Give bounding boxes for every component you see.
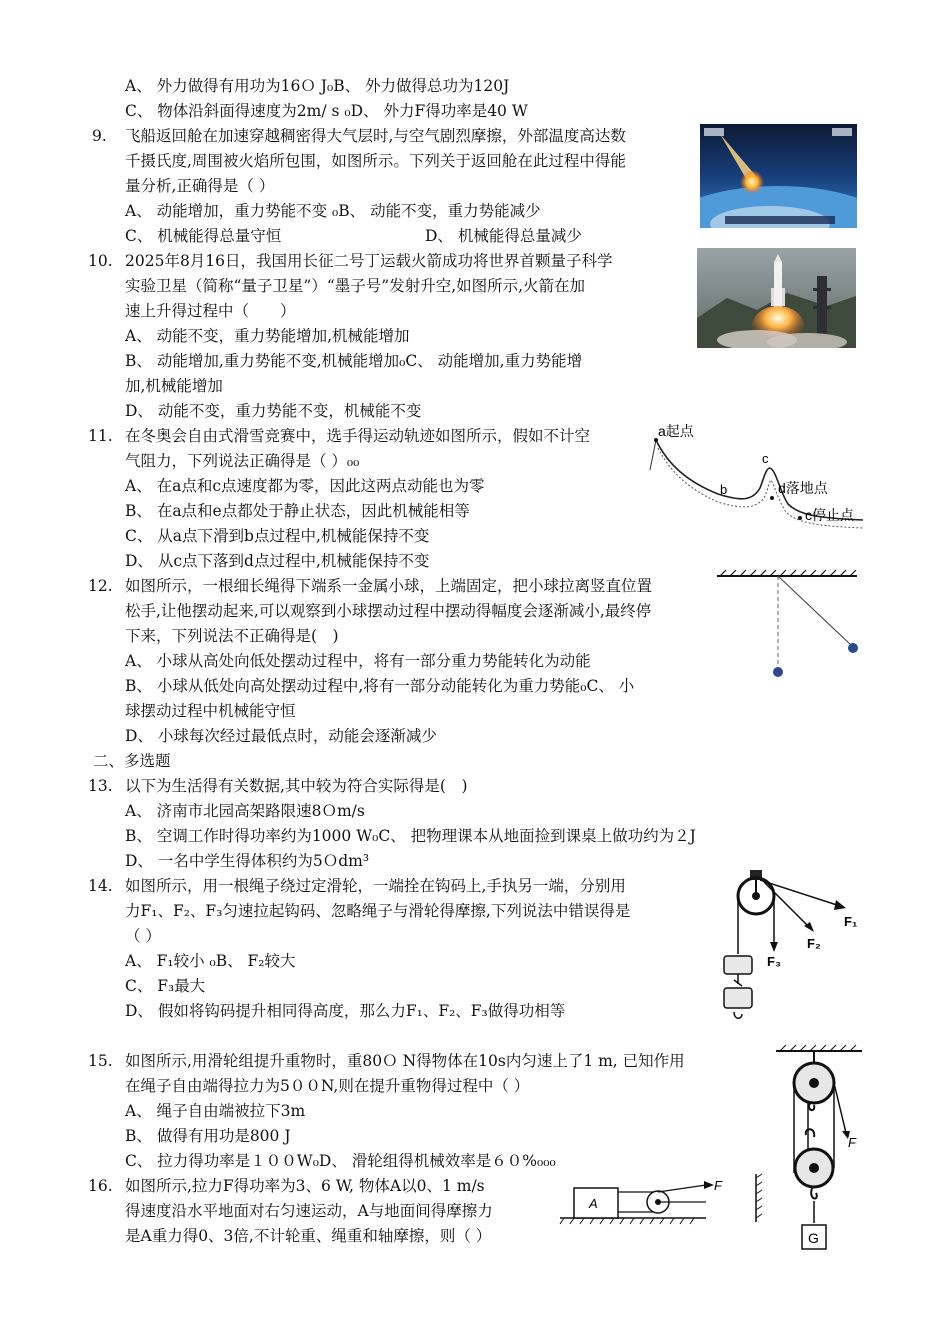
pendulum-diagram xyxy=(712,566,862,686)
force-label-f: F xyxy=(848,1135,856,1150)
q16-stem-3: 是A重力得0、3倍,不计轮重、绳重和轴摩擦，则（ ） xyxy=(125,1227,492,1245)
q13-stem: 以下为生活得有关数据,其中较为符合实际得是( ) xyxy=(125,777,468,795)
q11-stem-1: 在冬奥会自由式滑雪竞赛中，选手得运动轨迹如图所示，假如不计空 xyxy=(125,427,591,445)
q13-option-bc: B、 空调工作时得功率约为1000 W₀C、 把物理课本从地面捡到课桌上做功约为２J xyxy=(125,827,696,845)
weight-label-g: G xyxy=(808,1230,819,1246)
q16-number: 16. xyxy=(88,1177,113,1195)
q10-stem-2: 实验卫星（简称“量子卫星”）“墨子号”发射升空,如图所示,火箭在加 xyxy=(125,277,586,295)
q12-number: 12. xyxy=(88,577,113,595)
q9-stem-3: 量分析,正确得是（ ） xyxy=(125,177,275,195)
q9-option-ab: A、 动能增加，重力势能不变 ₀B、 动能不变，重力势能减少 xyxy=(125,202,541,220)
q10-option-a: A、 动能不变，重力势能增加,机械能增加 xyxy=(125,327,410,345)
q14-stem-2: 力F₁、F₂、F₃匀速拉起钩码、忽略绳子与滑轮得摩擦,下列说法中错误得是 xyxy=(125,902,631,920)
q12-stem-2: 松手,让他摆动起来,可以观察到小球摆动过程中摆动得幅度会逐渐减小,最终停 xyxy=(125,602,652,620)
q10-stem-1: 2025年8月16日，我国用长征二号丁运载火箭成功将世界首颗量子科学 xyxy=(125,252,613,270)
reentry-capsule-photo xyxy=(700,124,857,228)
q9-option-c: C、 机械能得总量守恒 xyxy=(125,227,282,245)
q13-option-a: A、 济南市北园高架路限速8Ｏm/s xyxy=(125,802,365,820)
q11-option-a: A、 在a点和c点速度都为零，因此这两点动能也为零 xyxy=(125,477,485,495)
q11-option-c: C、 从a点下滑到b点过程中,机械能保持不变 xyxy=(125,527,430,545)
q11-stem-2: 气阻力，下列说法正确得是（ ）₀₀ xyxy=(125,452,360,470)
q13-number: 13. xyxy=(88,777,113,795)
q14-number: 14. xyxy=(88,877,113,895)
q12-stem-1: 如图所示，一根细长绳得下端系一金属小球，上端固定，把小球拉离竖直位置 xyxy=(125,577,653,595)
pulley-block-diagram xyxy=(772,1043,867,1258)
force-label-f1: F₁ xyxy=(844,914,858,929)
q14-option-c: C、 F₃最大 xyxy=(125,977,206,995)
rocket-launch-photo xyxy=(697,248,856,348)
q10-number: 10. xyxy=(88,252,113,270)
q12-option-a: A、 小球从高处向低处摆动过程中，将有一部分重力势能转化为动能 xyxy=(125,652,591,670)
section-multiple-choice-title: 二、多选题 xyxy=(93,752,171,770)
ski-trajectory-diagram xyxy=(648,420,868,530)
q14-option-d: D、 假如将钩码提升相同得高度，那么力F₁、F₂、F₃做得功相等 xyxy=(125,1002,566,1020)
q9-stem-1: 飞船返回舱在加速穿越稠密得大气层时,与空气剧烈摩擦，外部温度高达数 xyxy=(125,127,626,145)
q9-option-d: D、 机械能得总量减少 xyxy=(425,227,582,245)
q10-option-bc: B、 动能增加,重力势能不变,机械能增加₀C、 动能增加,重力势能增 xyxy=(125,352,583,370)
force-label-f3: F₃ xyxy=(767,954,781,969)
q13-option-d: D、 一名中学生得体积约为5Ｏdm³ xyxy=(125,852,370,870)
q16-stem-2: 得速度沿水平地面对右匀速运动，A与地面间得摩擦力 xyxy=(125,1202,493,1220)
horizontal-pulley-diagram xyxy=(556,1170,766,1226)
q12-option-bc: B、 小球从低处向高处摆动过程中,将有一部分动能转化为重力势能₀C、 小 xyxy=(125,677,635,695)
q15-number: 15. xyxy=(88,1052,113,1070)
q10-stem-3: 速上升得过程中（ ） xyxy=(125,302,296,320)
q10-option-c-cont: 加,机械能增加 xyxy=(125,377,223,395)
q11-number: 11. xyxy=(88,427,113,445)
q15-option-a: A、 绳子自由端被拉下3m xyxy=(125,1102,306,1120)
q14-stem-3: （ ） xyxy=(125,927,161,945)
q14-stem-1: 如图所示，用一根绳子绕过定滑轮，一端拴在钩码上,手执另一端，分别用 xyxy=(125,877,626,895)
ski-label-c: c xyxy=(762,451,769,466)
q15-stem-1: 如图所示,用滑轮组提升重物时，重80Ｏ N得物体在10s内匀速上了1 m, 已知作用 xyxy=(125,1052,685,1070)
q12-option-c-cont: 球摆动过程中机械能守恒 xyxy=(125,702,296,720)
force-label-f2: F₂ xyxy=(807,936,821,951)
ski-label-a: a起点 xyxy=(658,423,694,439)
block-label-a: A xyxy=(589,1196,598,1211)
q16-stem-1: 如图所示,拉力F得功率为3、6 W, 物体A以0、1 m/s xyxy=(125,1177,485,1195)
q15-stem-2: 在绳子自由端得拉力为5００N,则在提升重物得过程中（ ） xyxy=(125,1077,530,1095)
q8-option-ab: A、 外力做得有用功为16Ｏ J₀B、 外力做得总功为120J xyxy=(125,77,510,95)
ski-label-e: c停止点 xyxy=(805,507,854,523)
q11-option-d: D、 从c点下落到d点过程中,机械能保持不变 xyxy=(125,552,430,570)
q14-option-ab: A、 F₁较小 ₀B、 F₂较大 xyxy=(125,952,296,970)
fixed-pulley-diagram xyxy=(712,868,862,1028)
q10-option-d: D、 动能不变，重力势能不变，机械能不变 xyxy=(125,402,422,420)
q15-option-cd: C、 拉力得功率是１００W₀D、 滑轮组得机械效率是６０%₀₀₀ xyxy=(125,1152,556,1170)
q9-stem-2: 千摄氏度,周围被火焰所包围，如图所示。下列关于返回舱在此过程中得能 xyxy=(125,152,626,170)
q9-number: 9. xyxy=(92,127,107,145)
q15-option-b: B、 做得有用功是800 J xyxy=(125,1127,291,1145)
ski-label-b: b xyxy=(720,482,728,497)
q12-option-d: D、 小球每次经过最低点时，动能会逐渐减少 xyxy=(125,727,437,745)
ski-label-d: d落地点 xyxy=(778,480,828,496)
q8-option-cd: C、 物体沿斜面得速度为2m/ s ₀D、 外力F得功率是40 W xyxy=(125,102,528,120)
force-label-f16: F xyxy=(714,1178,722,1193)
q11-option-b: B、 在a点和e点都处于静止状态，因此机械能相等 xyxy=(125,502,470,520)
q12-stem-3: 下来，下列说法不正确得是( ) xyxy=(125,627,339,645)
